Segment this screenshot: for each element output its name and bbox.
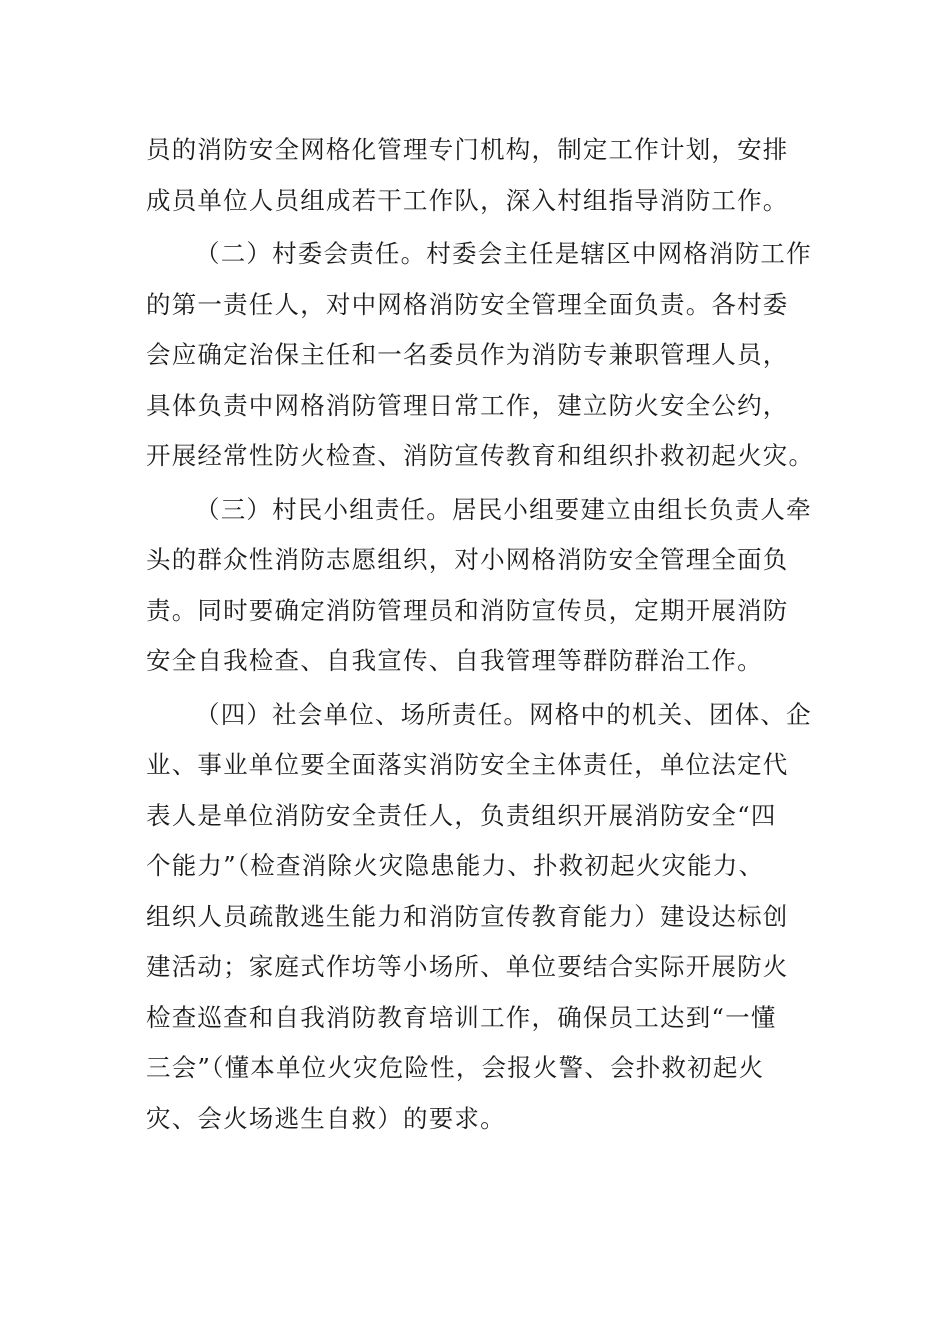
paragraph-heading-line: （四）社会单位、场所责任。网格中的机关、团体、企 (195, 699, 812, 729)
text-line: 责。同时要确定消防管理员和消防宣传员，定期开展消防 (146, 595, 789, 625)
text-line: 灾、会火场逃生自救）的要求。 (146, 1103, 506, 1133)
text-line: 开展经常性防火检查、消防宣传教育和组织扑救初起火灾。 (146, 441, 815, 470)
text-line: 具体负责中网格消防管理日常工作，建立防火安全公约， (146, 390, 789, 420)
text-line: 头的群众性消防志愿组织，对小网格消防安全管理全面负 (146, 545, 789, 574)
text-line: 的第一责任人，对中网格消防安全管理全面负责。各村委 (146, 289, 789, 319)
text-line: 组织人员疏散逃生能力和消防宣传教育能力）建设达标创 (146, 901, 789, 931)
text-line: 业、事业单位要全面落实消防安全主体责任，单位法定代 (146, 750, 789, 779)
paragraph-heading-line: （二）村委会责任。村委会主任是辖区中网格消防工作 (195, 239, 812, 268)
text-line: 建活动；家庭式作坊等小场所、单位要结合实际开展防火 (146, 952, 789, 981)
text-line: 检查巡查和自我消防教育培训工作，确保员工达到“一懂 (146, 1002, 777, 1032)
text-line: 三会”（懂本单位火灾危险性，会报火警、会扑救初起火 (146, 1053, 765, 1082)
text-line: 表人是单位消防安全责任人，负责组织开展消防安全“四 (146, 800, 777, 830)
text-line: 个能力”（检查消除火灾隐患能力、扑救初起火灾能力、 (146, 851, 765, 880)
text-line: 员的消防安全网格化管理专门机构，制定工作计划，安排 (146, 135, 789, 164)
text-line: 成员单位人员组成若干工作队，深入村组指导消防工作。 (146, 185, 789, 215)
paragraph-heading-line: （三）村民小组责任。居民小组要建立由组长负责人牵 (195, 494, 812, 524)
text-line: 安全自我检查、自我宣传、自我管理等群防群治工作。 (146, 646, 763, 675)
document-body (146, 125, 815, 1144)
text-line: 会应确定治保主任和一名委员作为消防专兼职管理人员， (146, 340, 789, 369)
